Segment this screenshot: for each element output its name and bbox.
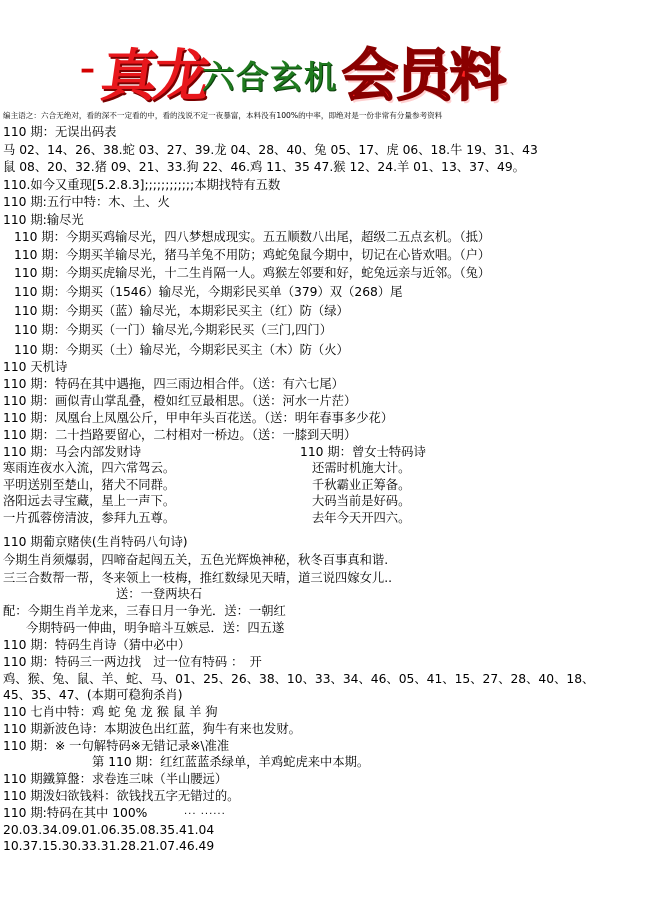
text-line: 鼠 08、20、32.猪 09、21、33.狗 22、46.鸡 11、35 47.猴 12、24.羊 01、13、37、49。 [3, 160, 525, 174]
banner-huiyuan: 会员料 [342, 44, 504, 109]
text-line: 110 天机诗 [3, 360, 68, 374]
text-line: 110 期：今期买（土）输尽光，今期彩民买主（木）防（火） [14, 343, 349, 357]
text-line: 110 七肖中特：鸡 蛇 兔 龙 猴 鼠 羊 狗 [3, 705, 218, 719]
text-line: 110 期：今期买虎输尽光，十二生肖隔一人。鸡猴左邻要和好，蛇兔远亲与近邻。（兔） [14, 266, 491, 280]
number-line: 10.37.15.30.33.31.28.21.07.46.49 [3, 839, 215, 853]
text-line: 送：一登两块石 [116, 587, 203, 601]
poem-right-line: 大码当前是好码。 [312, 494, 411, 508]
text-line: 110 期：※ 一句解特码※无错记录※\准准 [3, 739, 230, 753]
text-line: 配：今期生肖羊龙来，三春日月一争光．送：一朝红 [3, 604, 286, 618]
text-line: 洛阳远去寻宝藏，星上一声下。 [3, 494, 176, 508]
text-line: 110 期鐵算盤：求卷连三味（半山腰远） [3, 772, 228, 786]
text-line: 110 期葡京赌侠(生肖特码八句诗) [3, 535, 188, 549]
text-line: 45、35、47、(本期可稳狗杀肖) [3, 688, 183, 702]
dots-mark: ... ...... [184, 806, 226, 817]
text-line: 今期特码一伸曲，明争暗斗互嫉忌．送：四五遂 [26, 621, 285, 635]
text-line: 110 期：今期买（一门）输尽光,今期彩民买（三门,四门） [14, 323, 333, 337]
text-line: 平明送别至楚山，猪犬不同群。 [3, 478, 176, 492]
text-line: 马 02、14、26、38.蛇 03、27、39.龙 04、28、40、兔 05、17、虎 06、18.牛 19、31、43 [3, 143, 538, 157]
poem-right-line: 还需时机施大计。 [312, 461, 411, 475]
text-line: 鸡、猴、兔、鼠、羊、蛇、马、01、25、26、38、10、33、34、46、05、41、15、27、28、40、18、 [3, 672, 595, 686]
text-line: 110 期：特码生肖诗（猜中必中） [3, 638, 191, 652]
poem-right-line: 去年今天开四六。 [312, 511, 411, 525]
text-line: 110 期：今期买鸡输尽光，四八梦想成现实。五五顺数八出尾，超级二五点玄机。（抵） [14, 230, 491, 244]
editor-note: 编主语之：六合无绝对，看的深不一定看的中，看的浅说不定一夜暴富，本料没有100%的中率，即绝对是一份非常有分量参考资料 [3, 111, 443, 120]
text-line: 110 期：特码三一两边找 过一位有特码 ： 开 [3, 655, 262, 669]
text-line: 110 期：今期买（1546）输尽光，今期彩民买单（379）双（268）尾 [14, 285, 403, 299]
text-line: 110 期：今期买羊输尽光，猪马羊兔不用防；鸡蛇兔鼠今期中，切记在心皆欢唱。（户） [14, 248, 491, 262]
text-line: 110 期:输尽光 [3, 213, 84, 227]
text-line: 寒雨连夜水入流，四六常驾云。 [3, 461, 176, 475]
text-line: 今期生肖须爆弱，四啼奋起闯五关，五色光辉焕神秘，秋冬百事真和谐. [3, 553, 389, 567]
banner-title [80, 30, 510, 109]
text-line: 110 期：今期买（蓝）输尽光，本期彩民买主（红）防（绿） [14, 304, 349, 318]
text-line: 110 期：无误出码表 [3, 125, 117, 139]
text-line: 110 期:特码在其中 100% [3, 806, 148, 820]
text-line: 110 期：凤凰台上凤凰公斤，甲申年头百花送。（送：明年春事多少花） [3, 411, 394, 425]
banner-liuhe: 六合玄机 [202, 58, 339, 96]
poem-right-line: 110 期：曾女士特码诗 [300, 445, 426, 459]
text-line: 110 期：特码在其中遇拖，四三雨边相合伴。（送：有六七尾） [3, 377, 344, 391]
banner-dash: – [80, 52, 95, 87]
text-line: 一片孤蓉傍清波，参拜九五尊。 [3, 511, 176, 525]
poem-right-line: 千秋霸业正筹备。 [312, 478, 411, 492]
text-line: 110 期：二十挡路要留心，二村相对一桥边。（送：一膝到天明） [3, 428, 357, 442]
text-line: 110 期:五行中特：木、土、火 [3, 195, 170, 209]
text-line: 110 期泼妇欲钱料：欲钱找五字无错过的。 [3, 789, 240, 803]
text-line: 110 期新波色诗：本期波色出红蓝，狗牛有来也发财。 [3, 722, 301, 736]
number-line: 20.03.34.09.01.06.35.08.35.41.04 [3, 823, 215, 837]
text-line: 第 110 期：红红蓝蓝杀绿单，羊鸡蛇虎来中本期。 [92, 755, 370, 769]
banner-zhen-long: 真龙 [96, 43, 211, 109]
text-line: 110 期：马会内部发财诗 [3, 445, 142, 459]
text-line: 110.如今又重现[5.2.8.3];;;;;;;;;;;;本期找特有五数 [3, 178, 281, 192]
text-line: 三三合数帮一帮，冬来领上一枝梅，推红数绿见天晴，道三说四嫁女儿.. [3, 571, 393, 585]
text-line: 110 期：画似青山掌乱叠，橙如红豆最相思。（送：河水一片茫） [3, 394, 357, 408]
